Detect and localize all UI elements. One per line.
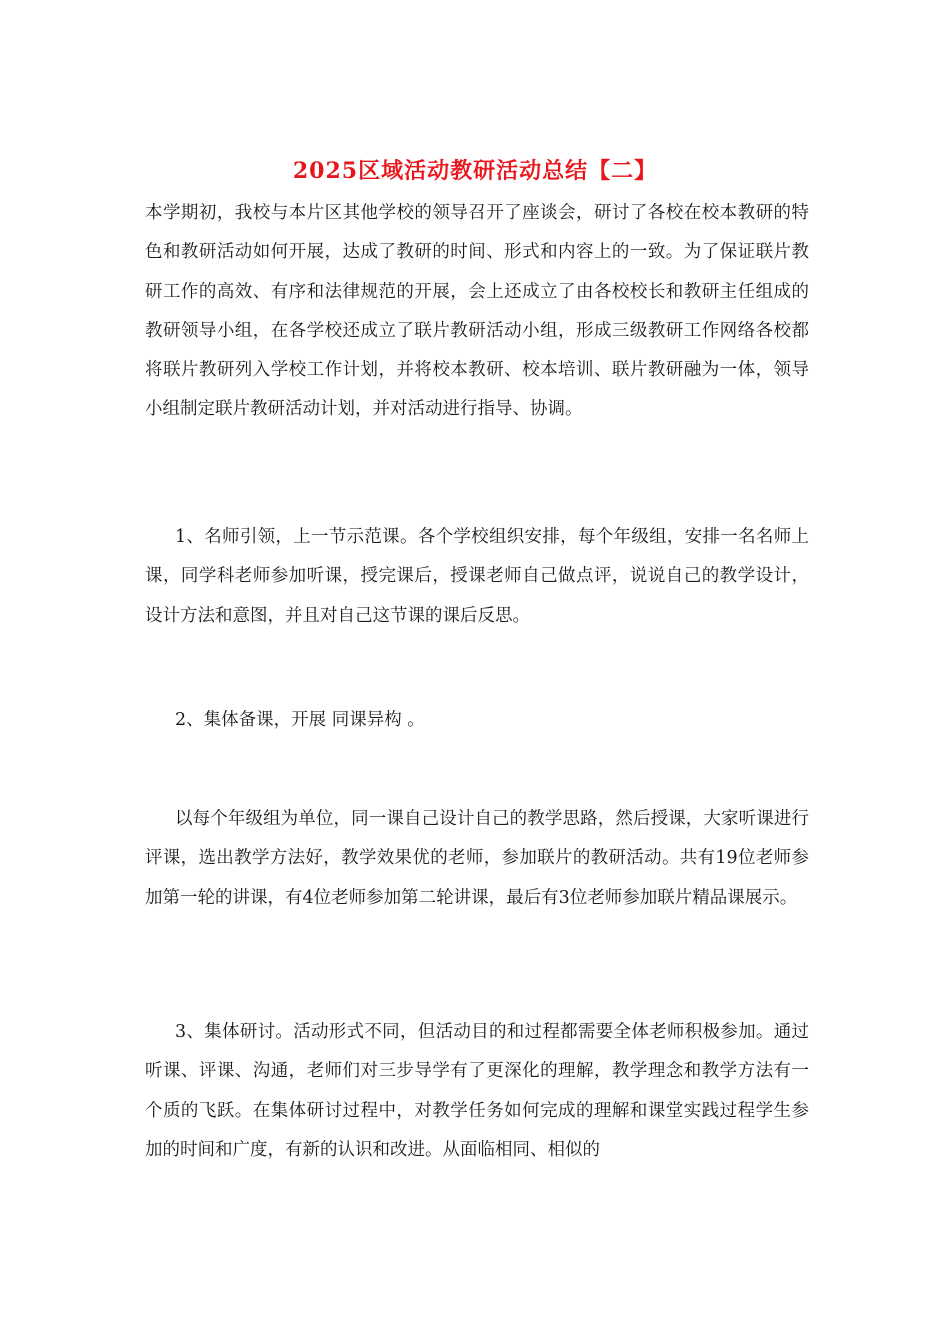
paragraph-item-3: 3、集体研讨。活动形式不同，但活动目的和过程都需要全体老师积极参加。通过听课、评课、沟通，老师们对三步导学有了更深化的理解，教学理念和教学方法有一个质的飞跃。在集体研讨过程中，对教学任务如何完成的理解和课堂实践过程学生参加的时间和广度，有新的认识和改进。从面临相同、相似的 bbox=[145, 1022, 809, 1160]
document-title: 2025区域活动教研活动总结【二】 bbox=[292, 158, 658, 184]
paragraph-item-1: 1、名师引领，上一节示范课。各个学校组织安排，每个年级组，安排一名名师上课，同学科老师参加听课，授完课后，授课老师自己做点评，说说自己的教学设计，设计方法和意图，并且对自己这节课的课后反思。 bbox=[145, 527, 809, 626]
paragraph-item-2: 2、集体备课，开展 同课异构 。 bbox=[175, 710, 425, 730]
paragraph-item-2-detail: 以每个年级组为单位，同一课自己设计自己的教学思路，然后授课，大家听课进行评课，选出教学方法好，教学效果优的老师，参加联片的教研活动。共有19位老师参加第一轮的讲课，有4位老师参加第二轮讲课，最后有3位老师参加联片精品课展示。 bbox=[145, 809, 809, 908]
paragraph-intro: 本学期初，我校与本片区其他学校的领导召开了座谈会，研讨了各校在校本教研的特色和教研活动如何开展，达成了教研的时间、形式和内容上的一致。为了保证联片教研工作的高效、有序和法律规范的开展，会上还成立了由各校校长和教研主任组成的教研领导小组，在各学校还成立了联片教研活动小组，形成三级教研工作网络各校都将联片教研列入学校工作计划，并将校本教研、校本培训、联片教研融为一体，领导小组制定联片教研活动计划，并对活动进行指导、协调。 bbox=[145, 203, 809, 420]
